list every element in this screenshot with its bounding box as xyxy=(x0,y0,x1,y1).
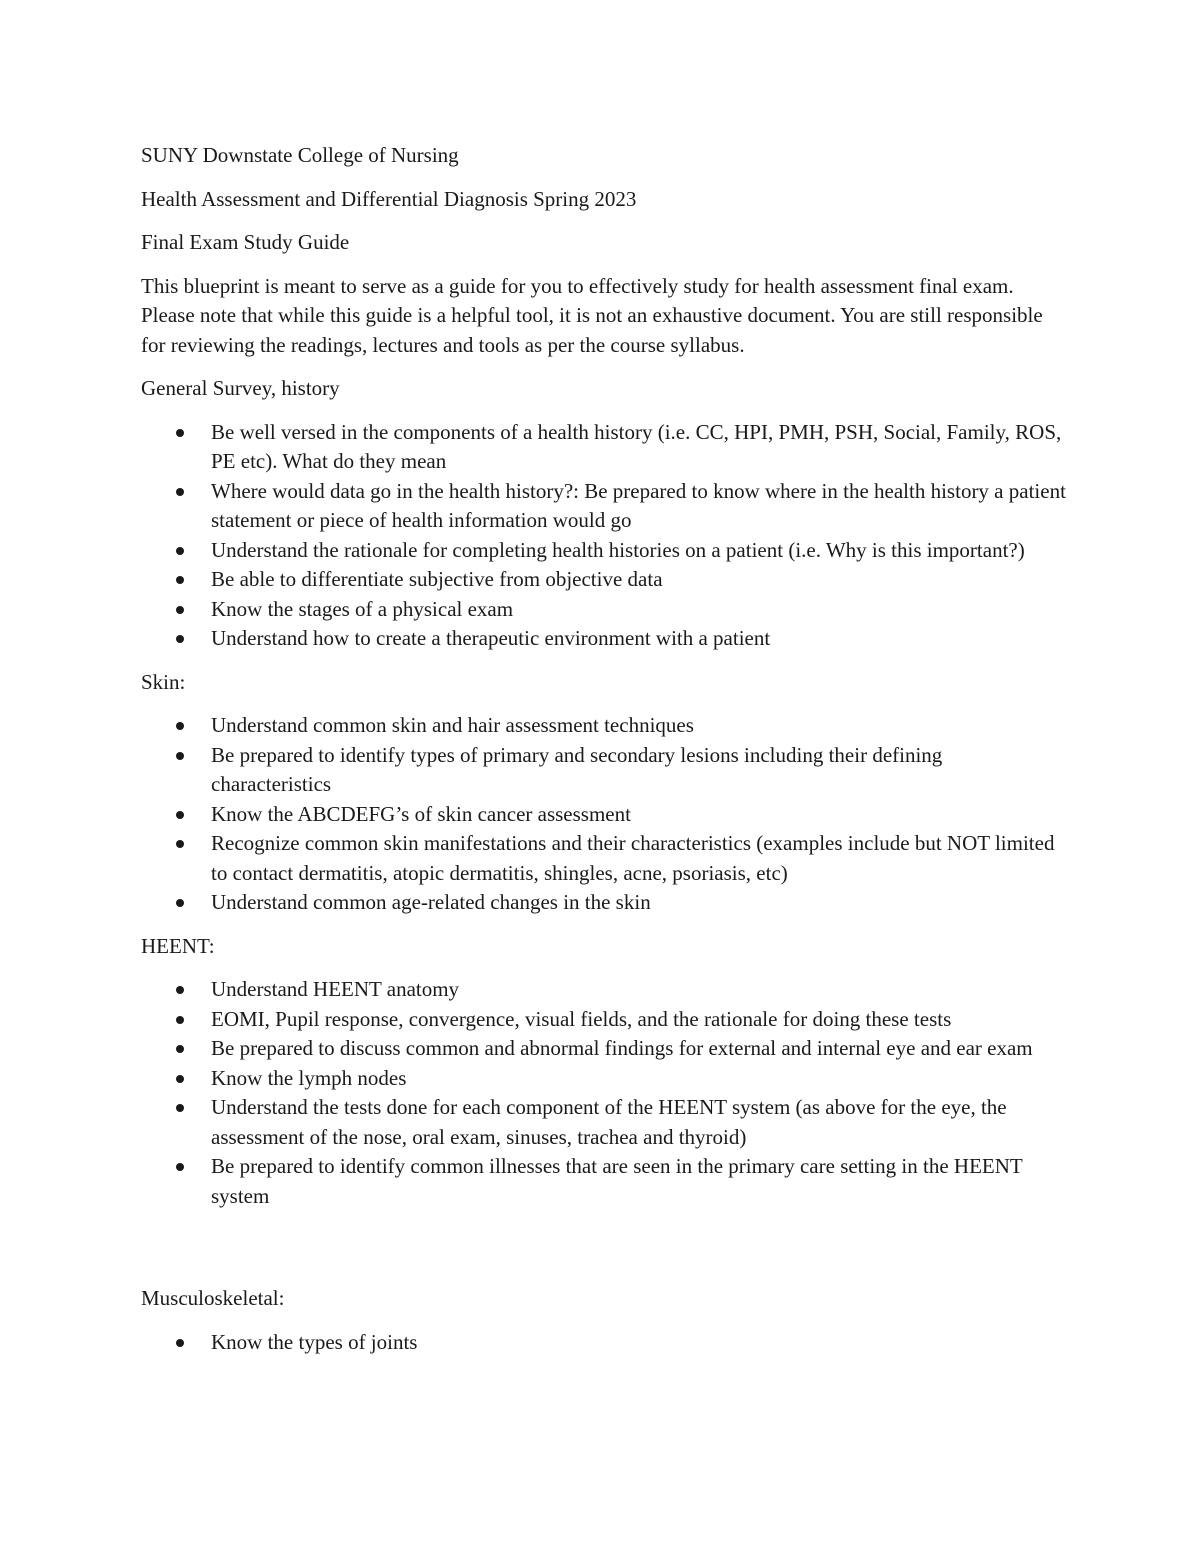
document-body xyxy=(141,141,1066,1371)
list-item xyxy=(141,1064,1066,1094)
list-item xyxy=(141,1005,1066,1035)
list-item xyxy=(141,565,1066,595)
institution-name: SUNY Downstate College of Nursing xyxy=(141,143,459,167)
bullet-icon xyxy=(176,1163,184,1171)
list-item-text: Where would data go in the health history?: Be prepared to know where in the health history a patient statement or piece of health information would go xyxy=(211,478,1066,532)
bullet-icon xyxy=(176,722,184,730)
blank-spacer xyxy=(141,1225,1066,1284)
list-item xyxy=(141,536,1066,566)
list-item-text: Understand common age-related changes in the skin xyxy=(211,890,651,914)
list-item xyxy=(141,888,1066,918)
course-title: Health Assessment and Differential Diagnosis Spring 2023 xyxy=(141,186,637,211)
list-item xyxy=(141,1328,1066,1358)
list-item xyxy=(141,418,1066,477)
list-item-text: Understand how to create a therapeutic environment with a patient xyxy=(211,626,771,650)
list-item xyxy=(141,741,1066,800)
bullet-icon xyxy=(176,635,184,643)
bullet-icon xyxy=(176,547,184,555)
intro-paragraph: This blueprint is meant to serve as a guide for you to effectively study for health assessment final exam. Please note that while this guide is a helpful tool, it is not an exhaustive document. You are still responsible for reviewing the readings, lectures and tools as per the course syllabus. xyxy=(141,273,1043,357)
bullet-icon xyxy=(176,1016,184,1024)
bullet-icon xyxy=(176,429,184,437)
list-item-text: Be prepared to identify types of primary and secondary lesions including their defining characteristics xyxy=(211,742,943,796)
bullet-icon xyxy=(176,606,184,614)
bullet-icon xyxy=(176,840,184,848)
general-survey-list xyxy=(141,418,1066,654)
list-item-text: Understand common skin and hair assessment techniques xyxy=(211,713,694,737)
list-item-text: Recognize common skin manifestations and their characteristics (examples include but NOT limited to contact dermatitis, atopic dermatitis, shingles, acne, psoriasis, etc) xyxy=(211,831,1055,885)
list-item-text: EOMI, Pupil response, convergence, visual fields, and the rationale for doing these tests xyxy=(211,1006,952,1031)
section-title-musculoskeletal: Musculoskeletal: xyxy=(141,1286,285,1310)
bullet-icon xyxy=(176,1104,184,1112)
bullet-icon xyxy=(176,1075,184,1083)
list-item-text: Know the types of joints xyxy=(211,1329,418,1354)
list-item-text: Be able to differentiate subjective from objective data xyxy=(211,567,663,591)
list-item-text: Be prepared to identify common illnesses that are seen in the primary care setting in the HEENT system xyxy=(211,1154,1023,1208)
list-item xyxy=(141,1034,1066,1064)
bullet-icon xyxy=(176,752,184,760)
list-item xyxy=(141,595,1066,625)
list-item-text: Know the stages of a physical exam xyxy=(211,596,514,621)
bullet-icon xyxy=(176,899,184,907)
list-item-text: Know the ABCDEFG’s of skin cancer assessment xyxy=(211,801,631,826)
bullet-icon xyxy=(176,1339,184,1347)
document-title: Final Exam Study Guide xyxy=(141,230,350,254)
bullet-icon xyxy=(176,488,184,496)
section-title-skin: Skin: xyxy=(141,669,186,694)
bullet-icon xyxy=(176,986,184,994)
list-item xyxy=(141,829,1066,888)
list-item-text: Understand the rationale for completing health histories on a patient (i.e. Why is this important?) xyxy=(211,537,1025,562)
list-item xyxy=(141,1093,1066,1152)
list-item-text: Understand HEENT anatomy xyxy=(211,977,460,1001)
heent-list xyxy=(141,975,1066,1211)
section-title-heent: HEENT: xyxy=(141,933,215,958)
bullet-icon xyxy=(176,811,184,819)
list-item-text: Understand the tests done for each component of the HEENT system (as above for the eye, the assessment of the nose, oral exam, sinuses, trachea and thyroid) xyxy=(211,1095,1007,1149)
list-item-text: Know the lymph nodes xyxy=(211,1065,407,1090)
list-item xyxy=(141,477,1066,536)
section-title-general-survey: General Survey, history xyxy=(141,376,340,400)
list-item xyxy=(141,800,1066,830)
list-item xyxy=(141,1152,1066,1211)
skin-list xyxy=(141,711,1066,918)
list-item-text: Be well versed in the components of a health history (i.e. CC, HPI, PMH, PSH, Social, Family, ROS, PE etc). What do they mean xyxy=(211,419,1062,473)
list-item xyxy=(141,711,1066,741)
bullet-icon xyxy=(176,1045,184,1053)
list-item xyxy=(141,975,1066,1005)
list-item-text: Be prepared to discuss common and abnormal findings for external and internal eye and ear exam xyxy=(211,1036,1033,1060)
bullet-icon xyxy=(176,576,184,584)
list-item xyxy=(141,624,1066,654)
musculoskeletal-list xyxy=(141,1328,1066,1358)
